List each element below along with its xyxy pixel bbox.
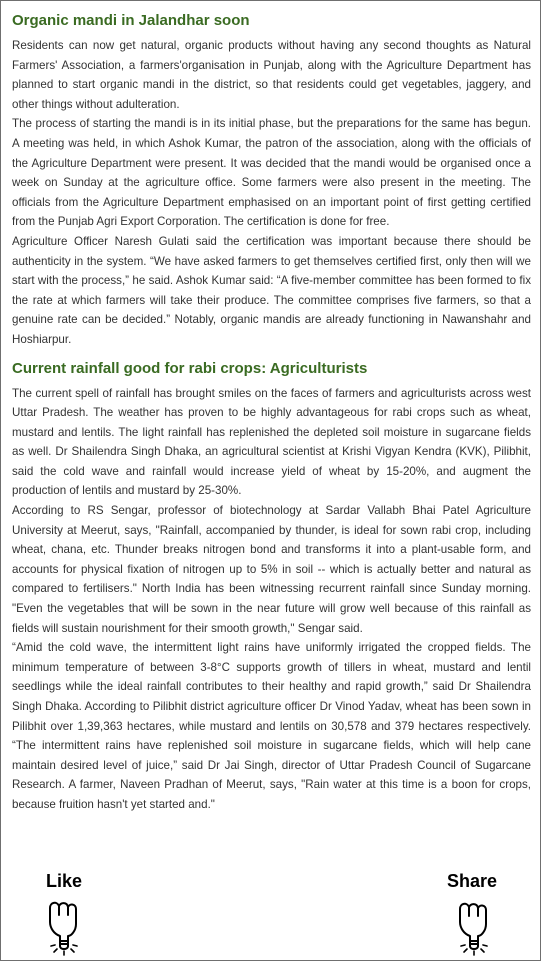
share-label: Share: [447, 871, 498, 891]
tap-hand-icon: [448, 894, 496, 956]
article-paragraph: “Amid the cold wave, the intermittent light rains have uniformly irrigated the cropped fields. The minimum temperature of between 3-8°C supports growth of tillers in wheat, mustard and lentil seedlings while the ideal rainfall contributes to their healthy and rapid growth,” said Dr Shailendra Singh Dhaka. According to Pilibhit district agriculture officer Dr Vinod Yadav, wheat has been sown in Pilibhit over 1,39,363 hectares, while mustard and lentils on 30,578 and 379 hectares respectively. “The intermittent rains have replenished soil moisture in sugarcane fields, which will help cane maintain desired level of juice,” said Dr Jai Singh, director of Uttar Pradesh Council of Sugarcane Research. A farmer, Naveen Pradhan of Meerut, says, "Rain water at this time is a boon for crops, because fruition hasn't yet started and.": [12, 641, 531, 811]
like-button[interactable]: [40, 871, 88, 956]
tap-hand-icon: [40, 894, 88, 956]
article-paragraph: Residents can now get natural, organic products without having any second thoughts as Natural Farmers' Association, a farmers'organisation in Punjab, along with the Agriculture Department has planned to start organic mandi in the district, so that residents could get vegetables, jaggery, and other things without adulteration.: [12, 39, 531, 111]
article-paragraph: The current spell of rainfall has brought smiles on the faces of farmers and agriculturists across west Uttar Pradesh. The weather has proven to be highly advantageous for rabi crops such as wheat, mustard and lentils. The light rainfall has replenished the depleted soil moisture in sugarcane fields as well. Dr Shailendra Singh Dhaka, an agricultural scientist at Krishi Vigyan Kendra (KVK), Pilibhit, said the cold wave and rainfall would increase yield of wheat by 15-20%, and augment the production of lentils and mustard by 25-30%.: [12, 386, 531, 498]
share-button[interactable]: [447, 871, 497, 956]
article-title-rainfall: Current rainfall good for rabi crops: Agriculturists: [12, 359, 368, 377]
article-paragraph: According to RS Sengar, professor of biotechnology at Sardar Vallabh Bhai Patel Agriculture University at Meerut, says, "Rainfall, accompanied by thunder, is ideal for sown rabi crop, including wheat, chana, etc. Thunder breaks nitrogen bond and transforms it into a plant-usable form, and accounts for physical fixation of nitrogen up to 5% in soil -- which is actually better and natural as compared to fertilisers." North India has been witnessing recurrent rainfall since Sunday morning. "Even the vegetables that will be sown in the near future will grow well because of this rainfall as fields will sustain nourishment for their smooth growth," Sengar said.: [12, 504, 531, 635]
article-paragraph: Agriculture Officer Naresh Gulati said the certification was important because there should be authenticity in the system. “We have asked farmers to get themselves certified first, only then will we start with the process,” he said. Ashok Kumar said: “A five-member committee has been formed to fix the rate at which farmers will take their produce. The committee comprises five farmers, so that a genuine rate can be decided.” Notably, organic mandis are already functioning in Nawanshahr and Hoshiarpur.: [12, 234, 531, 346]
article-paragraph: The process of starting the mandi is in its initial phase, but the preparations for the same has begun. A meeting was held, in which Ashok Kumar, the patron of the association, along with the officials of the Agriculture Department were present. It was decided that the mandi would be organised once a week on Sunday at the agriculture office. Some farmers were also present in the meeting. The officials from the Agriculture Department emphasised on an important point of first getting certified from the Punjab Agri Export Corporation. The certification is done for free.: [12, 117, 531, 229]
like-label: Like: [45, 871, 83, 891]
article-content: [12, 12, 531, 815]
article-title-organic-mandi: Organic mandi in Jalandhar soon: [12, 12, 250, 29]
